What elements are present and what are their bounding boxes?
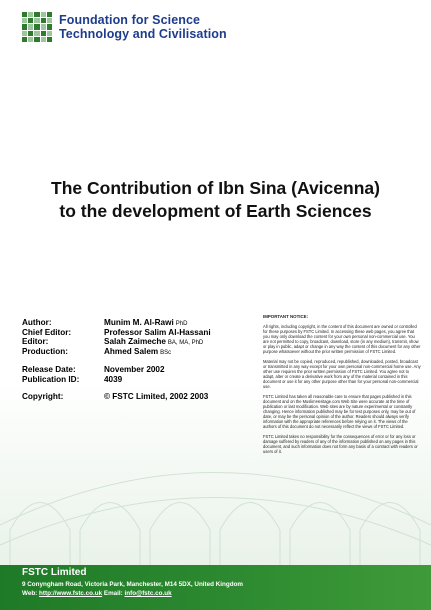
- web-label: Web:: [22, 590, 38, 597]
- publication-id-value: 4039: [104, 374, 123, 384]
- author-suffix: PhD: [175, 321, 188, 327]
- organization-name-line1: Foundation for Science: [59, 13, 201, 27]
- release-date-row: [22, 365, 211, 375]
- footer-address: 9 Conyngham Road, Victoria Park, Manchester, M14 5DX, United Kingdom: [22, 581, 244, 588]
- document-metadata: [22, 318, 211, 402]
- notice-paragraph-1: All rights, including copyright, in the content of this document are owned or controlled for these purposes by FSTC Limited. In accessing these web pages, you agree that you may only download the content for your own personal non-commercial use. You are not permitted to copy, broadcast, download, store (in any medium), transmit, show or play in public, adapt or change in any way the content of this document for any other purpose whatsoever without the prior written permission of FSTC Limited.: [263, 324, 421, 354]
- notice-heading: IMPORTANT NOTICE:: [263, 314, 309, 319]
- email-label: Email:: [103, 590, 123, 597]
- organization-name-line2: Technology and Civilisation: [59, 27, 227, 41]
- notice-paragraph-2: Material may not be copied, reproduced, republished, downloaded, posted, broadcast or transmitted in any way except for your own personal non-commercial home use. Any other use requires the prior written permission of FSTC Limited. You agree not to adapt, alter or create a derivative work from any of the material contained in this document or use it for any other purpose other than for your personal non-commercial use.: [263, 359, 421, 389]
- document-title: [0, 177, 431, 223]
- footer-contact: [22, 590, 172, 597]
- chief-editor-name: Professor Salim Al-Hassani: [104, 327, 211, 337]
- author-row: [22, 318, 211, 328]
- organization-name: [59, 13, 227, 41]
- editor-suffix: BA, MA, PhD: [167, 340, 204, 346]
- author-label: Author:: [22, 318, 52, 327]
- email-link[interactable]: info@fstc.co.uk: [124, 590, 172, 597]
- chief-editor-row: [22, 328, 211, 338]
- chief-editor-label: Chief Editor:: [22, 327, 72, 337]
- fstc-logo: [22, 12, 227, 42]
- important-notice: [263, 314, 421, 459]
- production-name: Ahmed Salem: [104, 346, 159, 356]
- document-title-line1: The Contribution of Ibn Sina (Avicenna): [51, 178, 380, 198]
- copyright-row: [22, 392, 211, 402]
- production-label: Production:: [22, 346, 68, 356]
- editor-label: Editor:: [22, 337, 49, 346]
- publication-id-label: Publication ID:: [22, 374, 80, 384]
- copyright-value: © FSTC Limited, 2002 2003: [104, 392, 209, 401]
- release-date-label: Release Date:: [22, 365, 76, 374]
- notice-paragraph-3: FSTC Limited has taken all reasonable care to ensure that pages published in this document and on the MuslimHeritage.com Web Site were accurate at the time of publication or last modification. Web sites are by nature experimental or constantly changing. Hence information published may be for test purposes only, may be out of date, or may be the personal opinion of the author. Readers should always verify information with the appropriate references before relying on it. The views of the authors of this document do not necessarily reflect the views of FSTC Limited.: [263, 394, 416, 429]
- footer-bar: [0, 565, 431, 610]
- publication-id-row: [22, 375, 211, 385]
- footer-company: FSTC Limited: [22, 567, 87, 578]
- author-name: Munim M. Al-Rawi: [104, 318, 174, 327]
- production-row: [22, 347, 211, 357]
- document-title-line2: to the development of Earth Sciences: [59, 201, 372, 221]
- web-link[interactable]: http://www.fstc.co.uk: [39, 590, 103, 597]
- copyright-label: Copyright:: [22, 392, 64, 401]
- release-date-value: November 2002: [104, 365, 165, 374]
- notice-paragraph-4: FSTC Limited takes no responsibility for the consequences of error or for any loss or damage suffered by readers of any of the information published on any pages in this document, and such information does not form any basis of a contract with readers or users of it.: [263, 434, 418, 454]
- editor-name: Salah Zaimeche: [104, 337, 166, 346]
- logo-grid-icon: [22, 12, 52, 42]
- production-suffix: BSc: [160, 349, 172, 356]
- editor-row: [22, 337, 211, 347]
